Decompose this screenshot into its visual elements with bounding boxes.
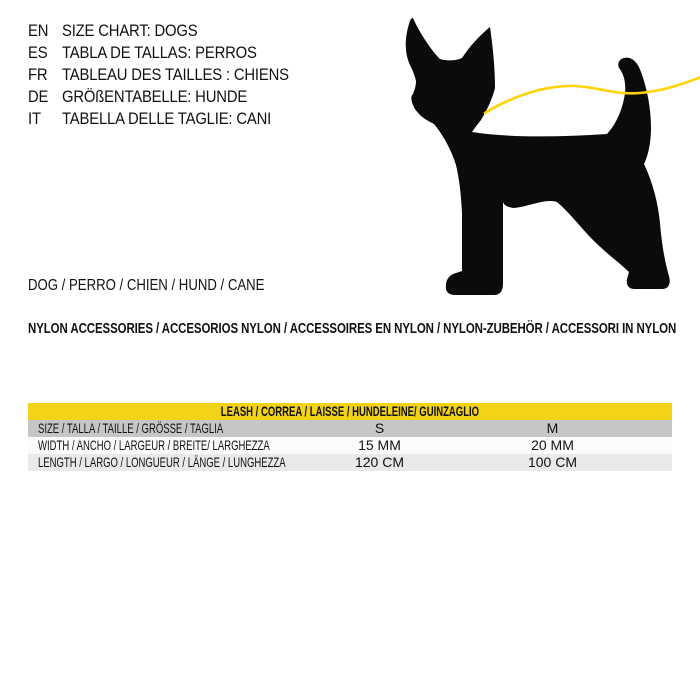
language-code: ES [28, 44, 48, 63]
language-row-fr [28, 65, 314, 87]
language-label: TABELLA DELLE TAGLIE: CANI [62, 109, 272, 128]
chihuahua-silhouette-icon [406, 18, 670, 295]
row-value-m: 100 CM [527, 454, 578, 470]
spacer-cell [639, 437, 672, 454]
language-row-de [28, 86, 314, 108]
language-code: IT [28, 109, 41, 128]
row-value-m: 20 MM [531, 437, 574, 453]
language-code: EN [28, 22, 49, 41]
row-label-text: WIDTH / ANCHO / LARGEUR / BREITE/ LARGHEZZA [38, 437, 270, 453]
table-row-size [28, 420, 672, 437]
dog-graphic [385, 8, 700, 308]
row-value-s: 15 MM [358, 437, 401, 453]
spacer-cell [639, 420, 672, 437]
leash-size-table [28, 403, 672, 471]
category-heading-text: NYLON ACCESSORIES / ACCESORIOS NYLON / ACCESSOIRES EN NYLON / NYLON-ZUBEHÖR / ACCESSORI IN NYLON [28, 321, 677, 337]
table-title-cell [28, 403, 672, 420]
row-label-cell [28, 454, 293, 471]
animal-caption-text: DOG / PERRO / CHIEN / HUND / CANE [28, 277, 265, 294]
spacer-cell [639, 454, 672, 471]
table-title-text: LEASH / CORREA / LAISSE / HUNDELEINE/ GUINZAGLIO [220, 403, 480, 419]
language-label: GRÖßENTABELLE: HUNDE [62, 87, 248, 106]
row-label-cell [28, 437, 293, 454]
language-row-en [28, 21, 314, 43]
language-index [28, 21, 314, 130]
language-row-es [28, 43, 314, 65]
row-value-s: 120 CM [354, 454, 405, 470]
language-label: SIZE CHART: DOGS [62, 22, 198, 41]
language-row-it [28, 108, 314, 130]
row-value-s: S [374, 420, 385, 436]
language-code: FR [28, 65, 48, 84]
language-label: TABLEAU DES TAILLES : CHIENS [62, 65, 289, 84]
table-title-row [28, 403, 672, 420]
row-label-cell [28, 420, 293, 437]
category-heading [28, 321, 700, 338]
table-row-length [28, 454, 672, 471]
table-row-width [28, 437, 672, 454]
language-code: DE [28, 87, 49, 106]
row-value-m: M [546, 420, 559, 436]
language-label: TABLA DE TALLAS: PERROS [62, 44, 257, 63]
row-label-text: SIZE / TALLA / TAILLE / GRÖSSE / TAGLIA [38, 420, 224, 436]
row-label-text: LENGTH / LARGO / LONGUEUR / LÄNGE / LUNGHEZZA [38, 454, 286, 470]
leash-line-icon [485, 77, 700, 113]
animal-caption [28, 277, 306, 294]
